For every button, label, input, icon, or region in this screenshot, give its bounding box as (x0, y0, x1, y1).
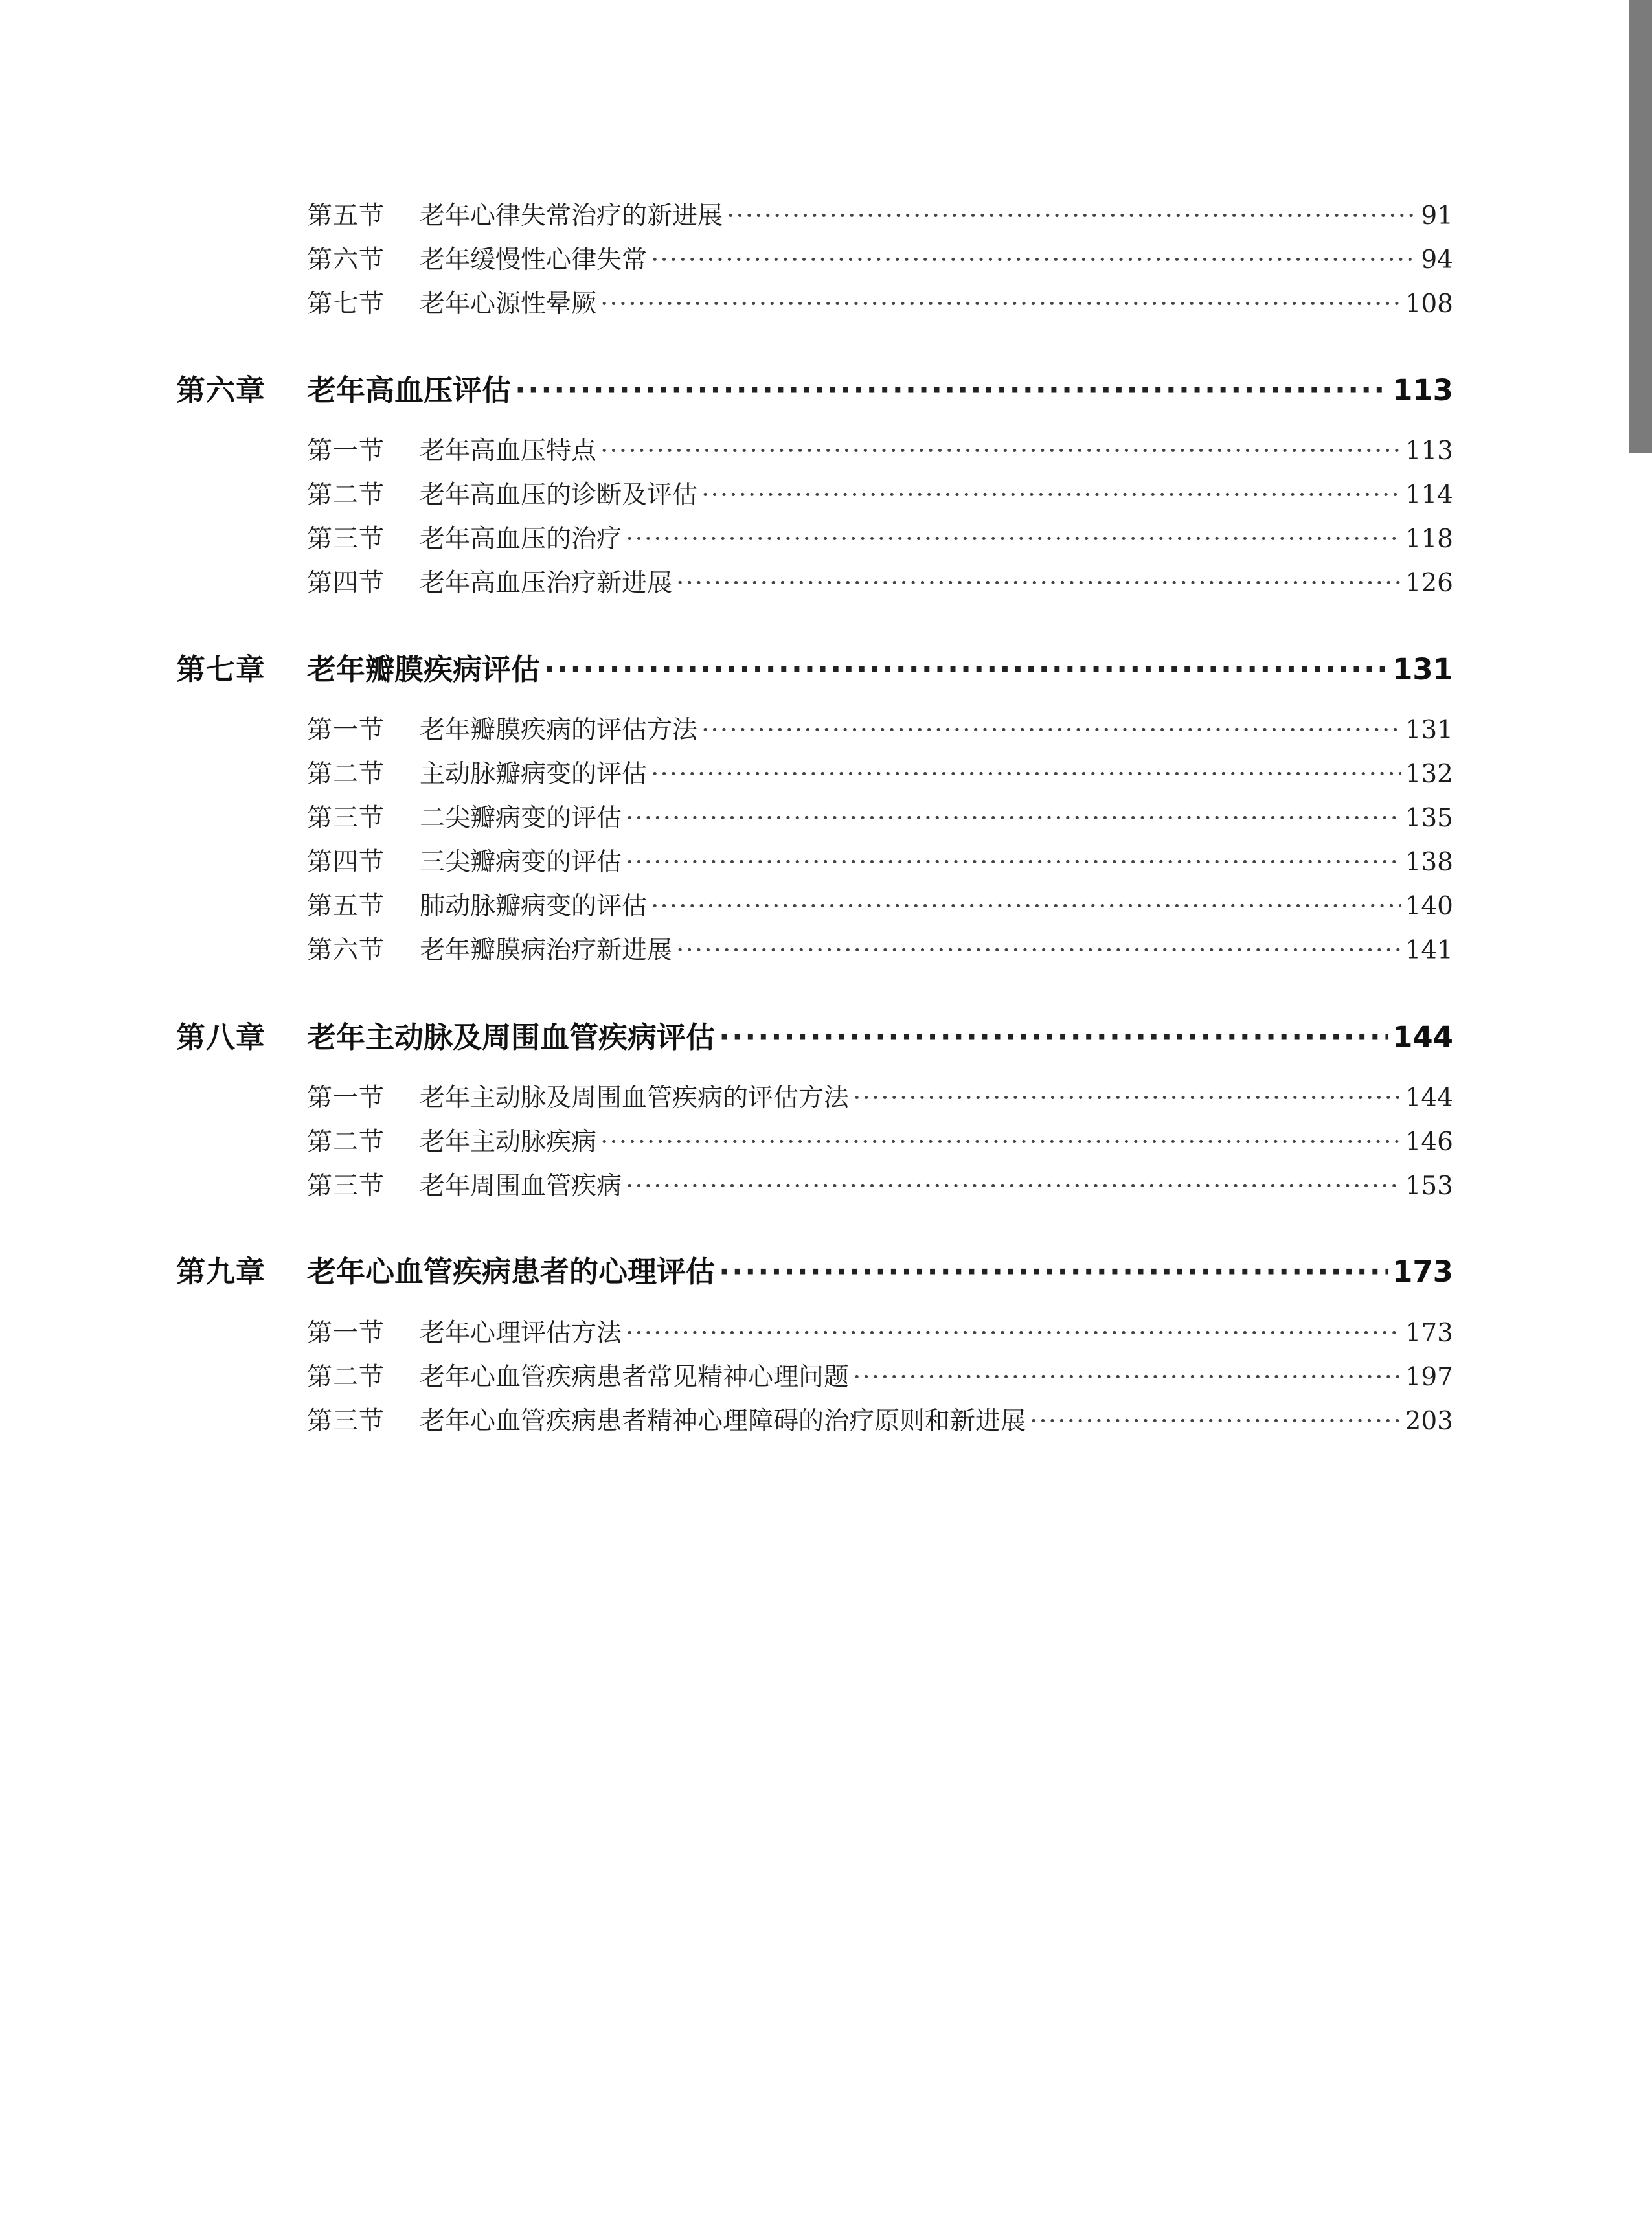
dot-leader (544, 652, 1388, 687)
chapter-number: 第八章 (176, 1020, 266, 1054)
section-number: 第三节 (307, 804, 385, 833)
page-number: 108 (1405, 290, 1453, 319)
section-title: 老年高血压特点 (420, 437, 597, 466)
page-number: 140 (1405, 892, 1453, 921)
section-number: 第四节 (307, 569, 385, 598)
section-title: 老年周围血管疾病 (420, 1172, 622, 1201)
section-number: 第二节 (307, 760, 385, 789)
page-number: 153 (1405, 1172, 1453, 1201)
page-number: 113 (1392, 373, 1453, 407)
dot-leader (600, 290, 1401, 319)
dot-leader (626, 1319, 1401, 1348)
page-edge-tab (1629, 0, 1652, 453)
page-number: 131 (1405, 716, 1453, 745)
dot-leader (701, 716, 1401, 745)
section-title: 主动脉瓣病变的评估 (420, 760, 648, 789)
chapter-number: 第六章 (176, 373, 266, 407)
page-number: 131 (1392, 652, 1453, 687)
page-number: 113 (1405, 437, 1453, 466)
section-title: 老年瓣膜病治疗新进展 (420, 936, 673, 965)
section-number: 第二节 (307, 481, 385, 510)
page-number: 146 (1405, 1128, 1453, 1157)
dot-leader (1030, 1407, 1401, 1436)
section-number: 第六节 (307, 245, 385, 275)
page-number: 197 (1405, 1363, 1453, 1392)
dot-leader (600, 1128, 1401, 1157)
section-title: 老年瓣膜疾病的评估方法 (420, 716, 698, 745)
dot-leader (651, 245, 1417, 275)
chapter-number: 第九章 (176, 1255, 266, 1289)
section-number: 第七节 (307, 290, 385, 319)
section-number: 第一节 (307, 1084, 385, 1113)
page-number: 144 (1405, 1084, 1453, 1113)
page-number: 135 (1405, 804, 1453, 833)
dot-leader (676, 936, 1401, 965)
section-number: 第六节 (307, 936, 385, 965)
section-number: 第二节 (307, 1363, 385, 1392)
section-title: 老年主动脉及周围血管疾病的评估方法 (420, 1084, 850, 1113)
section-number: 第二节 (307, 1128, 385, 1157)
section-title: 老年高血压的诊断及评估 (420, 481, 698, 510)
section-title: 老年高血压治疗新进展 (420, 569, 673, 598)
dot-leader (719, 1255, 1388, 1289)
dot-leader (651, 892, 1401, 921)
section-number: 第三节 (307, 1172, 385, 1201)
section-number: 第一节 (307, 1319, 385, 1348)
section-title: 肺动脉瓣病变的评估 (420, 892, 648, 921)
dot-leader (515, 373, 1388, 407)
section-title: 老年心律失常治疗的新进展 (420, 201, 723, 231)
section-number: 第三节 (307, 525, 385, 554)
dot-leader (651, 760, 1401, 789)
page-number: 126 (1405, 569, 1453, 598)
chapter-title: 老年心血管疾病患者的心理评估 (307, 1255, 716, 1289)
chapter-number: 第七章 (176, 652, 266, 687)
dot-leader (600, 437, 1401, 466)
dot-leader (626, 525, 1401, 554)
chapter-title: 老年主动脉及周围血管疾病评估 (307, 1020, 716, 1054)
page-number: 94 (1421, 245, 1453, 275)
dot-leader (719, 1020, 1388, 1054)
section-title: 老年心血管疾病患者精神心理障碍的治疗原则和新进展 (420, 1407, 1026, 1436)
section-title: 老年心源性晕厥 (420, 290, 597, 319)
section-title: 老年心理评估方法 (420, 1319, 622, 1348)
page-number: 91 (1421, 201, 1453, 231)
page-number: 173 (1405, 1319, 1453, 1348)
page-number: 144 (1392, 1020, 1453, 1054)
section-number: 第五节 (307, 892, 385, 921)
page-number: 138 (1405, 848, 1453, 877)
page-number: 132 (1405, 760, 1453, 789)
page-number: 118 (1405, 525, 1453, 554)
section-title: 老年缓慢性心律失常 (420, 245, 648, 275)
dot-leader (727, 201, 1417, 231)
section-title: 二尖瓣病变的评估 (420, 804, 622, 833)
section-number: 第一节 (307, 437, 385, 466)
dot-leader (676, 569, 1401, 598)
chapter-title: 老年高血压评估 (307, 373, 512, 407)
section-title: 老年主动脉疾病 (420, 1128, 597, 1157)
section-title: 三尖瓣病变的评估 (420, 848, 622, 877)
dot-leader (853, 1363, 1401, 1392)
chapter-title: 老年瓣膜疾病评估 (307, 652, 541, 687)
dot-leader (701, 481, 1401, 510)
page-number: 173 (1392, 1255, 1453, 1289)
section-title: 老年心血管疾病患者常见精神心理问题 (420, 1363, 850, 1392)
dot-leader (626, 848, 1401, 877)
page-number: 203 (1405, 1407, 1453, 1436)
section-number: 第一节 (307, 716, 385, 745)
dot-leader (626, 1172, 1401, 1201)
section-number: 第三节 (307, 1407, 385, 1436)
section-number: 第四节 (307, 848, 385, 877)
dot-leader (853, 1084, 1401, 1113)
page-number: 141 (1405, 936, 1453, 965)
dot-leader (626, 804, 1401, 833)
section-number: 第五节 (307, 201, 385, 231)
page-number: 114 (1405, 481, 1453, 510)
section-title: 老年高血压的治疗 (420, 525, 622, 554)
